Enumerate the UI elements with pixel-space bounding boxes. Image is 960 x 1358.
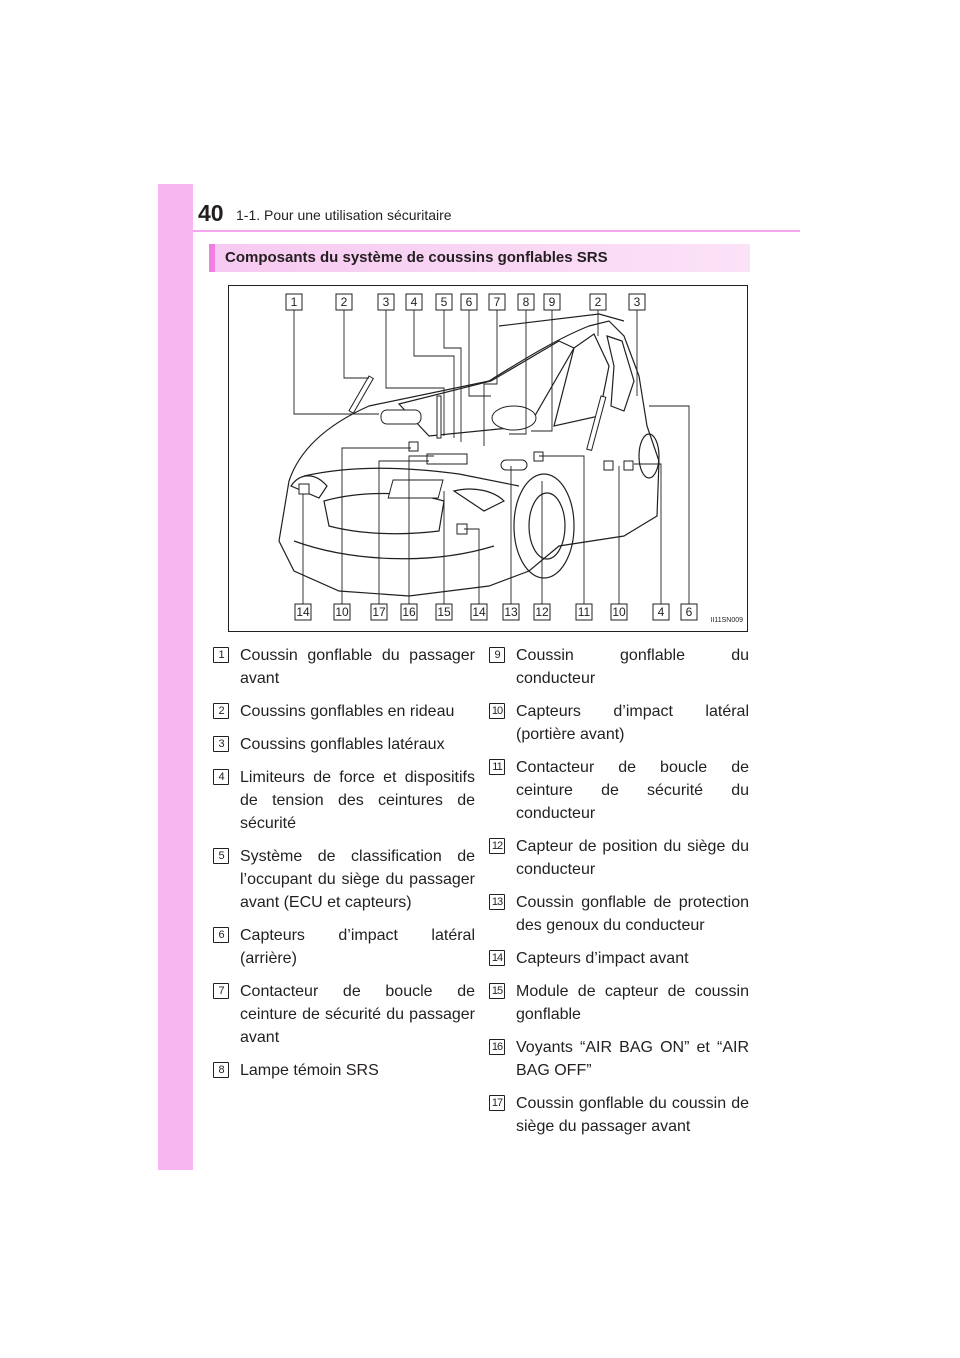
legend-text: Lampe témoin SRS (240, 1062, 379, 1079)
legend-item (213, 845, 475, 914)
callout-10b (611, 604, 627, 620)
side-airbag-part (587, 396, 606, 450)
bumper (294, 541, 494, 559)
box-title (209, 244, 750, 272)
legend-item (213, 766, 475, 835)
legend-number: 5 (213, 848, 229, 864)
legend-item (489, 1036, 749, 1082)
pillar-part (437, 396, 441, 438)
svg-text:13: 13 (504, 605, 518, 619)
legend-number: 4 (213, 769, 229, 785)
sensor-part-4 (604, 461, 613, 470)
callout-4b (653, 604, 669, 620)
legend-number: 8 (213, 1062, 229, 1078)
curtain-airbag-left (349, 376, 373, 413)
svg-text:2: 2 (340, 295, 348, 309)
legend-number: 16 (489, 1039, 505, 1055)
legend-item (489, 700, 749, 746)
svg-text:1: 1 (290, 295, 298, 309)
headlight-right (454, 489, 504, 511)
legend-number: 3 (213, 736, 229, 752)
airbag-components-figure (228, 285, 748, 632)
svg-text:6: 6 (685, 605, 693, 619)
callout-15 (436, 604, 452, 620)
figure-code: II11SN009 (710, 617, 743, 624)
legend-item (213, 924, 475, 970)
legend-number: 9 (489, 647, 505, 663)
callout-7 (489, 294, 505, 310)
svg-text:2: 2 (594, 295, 602, 309)
sensor-part-6 (534, 452, 543, 461)
legend-left-column (213, 644, 475, 1092)
side-tab-bar (158, 184, 193, 1170)
svg-text:17: 17 (372, 605, 386, 619)
svg-text:11: 11 (577, 605, 591, 619)
legend-text: Système de classification de l’occupant du siège du passager avant (ECU et capteurs) (240, 848, 475, 911)
legend-item (489, 644, 749, 690)
sensor-part-1 (299, 484, 309, 494)
legend-item (213, 644, 475, 690)
leader-lines (294, 310, 689, 604)
legend-item (489, 947, 749, 970)
legend-item (213, 700, 475, 723)
legend-text: Coussins gonflables latéraux (240, 736, 445, 753)
legend-item (489, 835, 749, 881)
callout-9 (544, 294, 560, 310)
svg-text:3: 3 (633, 295, 641, 309)
legend-number: 17 (489, 1095, 505, 1111)
callout-12 (534, 604, 550, 620)
callout-13 (503, 604, 519, 620)
top-callouts (286, 294, 645, 310)
callout-8 (518, 294, 534, 310)
legend-text: Coussins gonflables en rideau (240, 703, 455, 720)
windshield (399, 341, 574, 436)
legend-text: Coussin gonflable du conducteur (516, 647, 749, 687)
legend-number: 12 (489, 838, 505, 854)
callout-5 (436, 294, 452, 310)
callout-1 (286, 294, 302, 310)
legend-text: Limiteurs de force et dispositifs de tension des ceintures de sécurité (240, 769, 475, 832)
callout-3b (629, 294, 645, 310)
steering-airbag-part (492, 406, 536, 430)
page-number: 40 (198, 200, 224, 226)
legend-text: Contacteur de boucle de ceinture de sécurité du passager avant (240, 983, 475, 1046)
svg-text:4: 4 (410, 295, 418, 309)
svg-text:15: 15 (437, 605, 451, 619)
rear-door-window (607, 336, 634, 411)
svg-text:12: 12 (535, 605, 549, 619)
legend-text: Capteurs d’impact avant (516, 950, 689, 967)
legend-text: Capteurs d’impact latéral (arrière) (240, 927, 475, 967)
callout-17 (371, 604, 387, 620)
legend-number: 13 (489, 894, 505, 910)
legend-number: 7 (213, 983, 229, 999)
car-illustration (229, 286, 747, 631)
callout-2b (590, 294, 606, 310)
passenger-airbag-part (381, 410, 421, 424)
legend-text: Coussin gonflable du coussin de siège du passager avant (516, 1095, 749, 1135)
callout-2 (336, 294, 352, 310)
callout-10 (334, 604, 350, 620)
svg-text:14: 14 (296, 605, 310, 619)
legend-item (213, 733, 475, 756)
svg-text:16: 16 (402, 605, 416, 619)
box-title-text: Composants du système de coussins gonflables SRS (225, 249, 608, 266)
legend-number: 11 (489, 759, 505, 775)
sensor-part-5 (624, 461, 633, 470)
legend-number: 15 (489, 983, 505, 999)
legend-right-column (489, 644, 749, 1148)
front-wheel-rim (529, 493, 565, 559)
legend-item (213, 1059, 475, 1082)
rear-wheel (639, 434, 659, 478)
legend-text: Capteurs d’impact latéral (portière avant) (516, 703, 749, 743)
callout-14b (471, 604, 487, 620)
legend-number: 1 (213, 647, 229, 663)
legend-text: Coussin gonflable de protection des genoux du conducteur (516, 894, 749, 934)
callout-14 (295, 604, 311, 620)
svg-text:14: 14 (472, 605, 486, 619)
callout-4 (406, 294, 422, 310)
svg-text:10: 10 (612, 605, 626, 619)
legend-text: Coussin gonflable du passager avant (240, 647, 475, 687)
legend-text: Module de capteur de coussin gonflable (516, 983, 749, 1023)
legend-item (213, 980, 475, 1049)
sensor-module-part (388, 480, 443, 498)
callout-11 (576, 604, 592, 620)
legend-text: Capteur de position du siège du conducteur (516, 838, 749, 878)
legend-item (489, 891, 749, 937)
roof-rail (499, 314, 624, 326)
legend-item (489, 980, 749, 1026)
box-title-accent (209, 244, 215, 272)
svg-text:8: 8 (522, 295, 530, 309)
sensor-part-3 (409, 442, 418, 451)
legend-item (489, 1092, 749, 1138)
svg-text:10: 10 (335, 605, 349, 619)
callout-3 (378, 294, 394, 310)
svg-text:5: 5 (440, 295, 448, 309)
legend-number: 6 (213, 927, 229, 943)
callout-6b (681, 604, 697, 620)
seat-cushion-airbag-part (427, 454, 467, 464)
callout-6 (461, 294, 477, 310)
svg-text:7: 7 (493, 295, 501, 309)
bottom-callouts (295, 604, 697, 620)
legend-number: 2 (213, 703, 229, 719)
knee-airbag-part (501, 460, 527, 470)
svg-text:6: 6 (465, 295, 473, 309)
svg-text:3: 3 (382, 295, 390, 309)
header-rule (193, 230, 800, 232)
legend-text: Contacteur de boucle de ceinture de sécurité du conducteur (516, 759, 749, 822)
svg-text:4: 4 (657, 605, 665, 619)
section-title: 1-1. Pour une utilisation sécuritaire (236, 207, 452, 223)
legend-text: Voyants “AIR BAG ON” et “AIR BAG OFF” (516, 1039, 749, 1079)
legend-item (489, 756, 749, 825)
callout-16 (401, 604, 417, 620)
legend-number: 10 (489, 703, 505, 719)
svg-text:9: 9 (548, 295, 556, 309)
legend-number: 14 (489, 950, 505, 966)
